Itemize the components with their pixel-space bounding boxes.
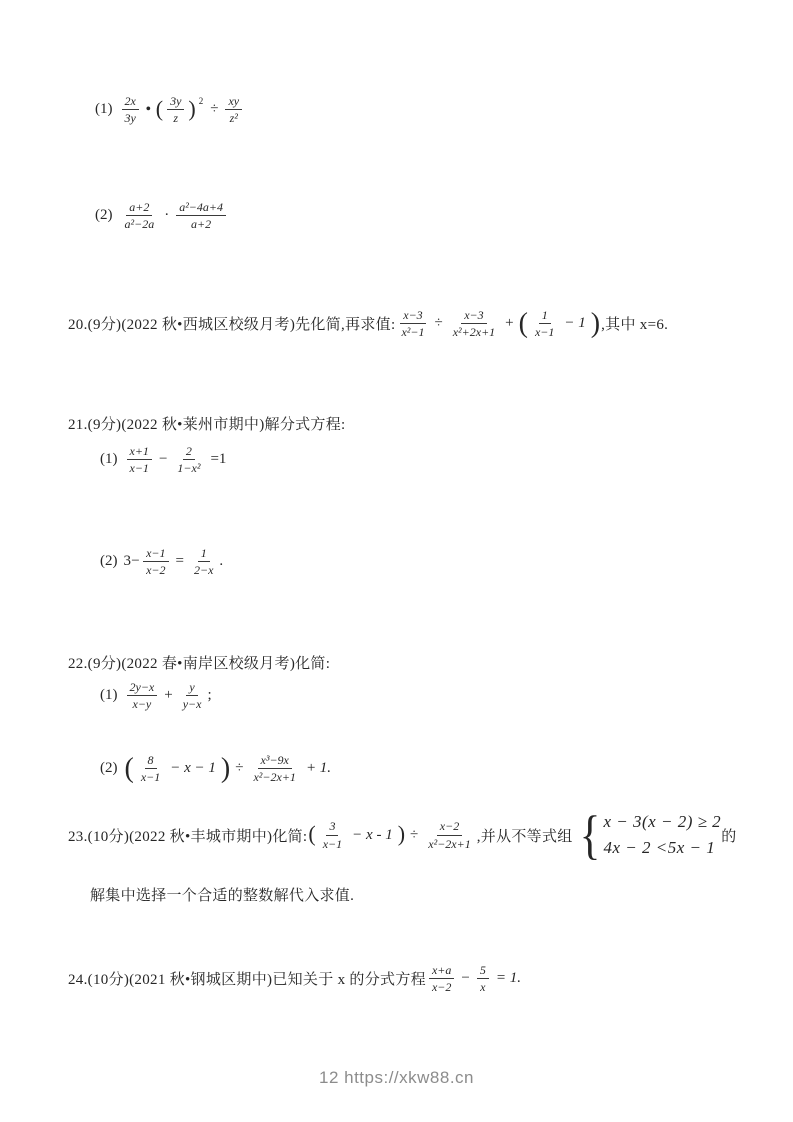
plus-sign: + [505,315,514,332]
fraction-numerator: x+1 [127,444,152,460]
multiply-dot: • [145,101,151,117]
plus-sign: + [164,687,173,704]
fraction-numerator: a²−4a+4 [176,200,226,216]
fraction-numerator: xy [225,94,242,110]
divide-sign: ÷ [235,760,244,777]
problem-20 [68,308,668,340]
problem-22-part1 [100,680,212,712]
fraction-denominator: x−2 [431,980,452,995]
fraction-denominator: 3y [124,111,136,126]
problem-22-header-text: 22.(9分)(2022 春•南岸区校级月考)化简: [68,656,331,672]
minus-sign: − [158,451,168,468]
fraction-denominator: x−2 [146,563,166,578]
three-minus: 3− [123,553,141,570]
fraction [122,200,158,232]
fraction-denominator: 1−x² [177,461,201,476]
right-paren: ) [220,752,231,784]
exponent: 2 [198,95,204,106]
fraction [225,94,242,126]
fraction-denominator: x−1 [129,461,149,476]
fraction-denominator: 2−x [193,563,214,578]
fraction-numerator: 2x [122,94,139,110]
fraction-numerator: 3y [167,94,184,110]
fraction-denominator: x−y [132,697,152,712]
fraction [180,680,205,712]
fraction [450,308,498,340]
problem-24 [68,963,525,995]
fraction-numerator: 2y−x [127,680,158,696]
fraction-denominator: x²−2x+1 [253,770,296,785]
fraction-numerator: 3 [326,819,338,835]
fraction-denominator: y−x [182,697,202,712]
fraction [320,819,345,851]
fraction-numerator: 8 [145,753,157,769]
fraction-numerator: y [186,680,197,696]
page-number-and-url: 12 https://xkw88.cn [318,1068,475,1087]
fraction-denominator: x−1 [322,836,343,851]
inequality-line-1: x − 3(x − 2) ≥ 2 [603,811,722,831]
left-paren: ( [124,752,134,784]
fraction-numerator: 5 [477,963,489,979]
problem-19-part1 [95,94,245,126]
fraction-numerator: 1 [539,308,551,324]
fraction [174,444,203,476]
fraction [176,200,226,232]
problem-23-mid-text: ,并从不等式组 [476,828,573,845]
fraction-numerator: x³−9x [258,753,292,769]
fraction-denominator: z [173,111,179,126]
right-paren: ) [397,821,406,846]
minus-x-minus-one: − x − 1 [170,760,216,777]
fraction-numerator: x−3 [461,308,486,324]
divide-sign: ÷ [434,315,443,332]
inequality-line-2: 4x − 2 <5x − 1 [603,838,716,857]
sub-question-label: (1) [100,687,118,704]
problem-23-tail: 的 [721,828,737,845]
fraction [138,753,163,785]
problem-23-line2 [90,884,354,905]
plus-one: + 1. [305,760,332,777]
problem-23-line2-text: 解集中选择一个合适的整数解代入求值. [90,888,355,904]
right-paren: ) [590,307,601,339]
system-brace: { [579,805,600,865]
equals-one: =1 [210,451,227,468]
fraction-numerator: x−2 [437,819,462,835]
semicolon: ; [207,687,212,704]
fraction-denominator: x²−1 [401,325,425,340]
fraction-denominator: a²−2a [124,217,155,232]
sub-question-label: (2) [95,207,113,224]
fraction [143,546,168,578]
fraction-denominator: x²−2x+1 [428,836,471,851]
problem-24-header: 24.(10分)(2021 秋•钢城区期中)已知关于 x 的分式方程 [68,972,426,989]
fraction [127,444,152,476]
problem-21-part1 [100,444,230,476]
minus-one: − 1 [564,315,586,332]
sub-question-label: (2) [100,760,118,777]
left-paren: ( [308,821,316,846]
fraction-numerator: x−1 [143,546,168,562]
problem-19-part2 [95,200,229,232]
minus-sign: − [461,970,470,987]
left-paren: ( [518,307,528,339]
fraction-denominator: x−1 [140,770,161,785]
fraction [250,753,298,785]
fraction-numerator: a+2 [126,200,152,216]
left-paren: ( [155,95,164,121]
problem-20-header: 20.(9分)(2022 秋•西城区校级月考)先化简,再求值: [68,317,396,334]
minus-x-minus-one: − x - 1 [352,826,393,843]
fraction [127,680,158,712]
equals-sign: = [175,553,184,570]
fraction-numerator: 2 [183,444,195,460]
divide-sign: ÷ [410,826,419,843]
equals-one: = 1. [495,970,521,987]
inequality-system [604,809,722,862]
sub-question-label: (2) [100,553,118,570]
right-paren: ) [188,95,196,121]
fraction [167,94,184,126]
fraction [429,963,454,995]
fraction [532,308,557,340]
fraction-denominator: z² [229,111,238,126]
problem-23 [68,805,737,865]
problem-20-tail: ,其中 x=6. [601,317,669,334]
fraction [398,308,427,340]
problem-21-header [68,413,346,434]
problem-23-header: 23.(10分)(2022 秋•丰城市期中)化简: [68,828,308,845]
divide-sign: ÷ [210,101,219,118]
fraction-denominator: a+2 [191,217,212,232]
problem-21-header-text: 21.(9分)(2022 秋•莱州市期中)解分式方程: [68,417,346,433]
problem-22-header [68,652,330,673]
fraction-numerator: x−3 [400,308,425,324]
fraction-numerator: 1 [198,546,210,562]
fraction-numerator: x+a [429,963,454,979]
page-footer [0,1068,793,1088]
period: . [219,553,224,570]
fraction [477,963,489,995]
sub-question-label: (1) [100,451,118,468]
fraction [425,819,473,851]
fraction [191,546,216,578]
problem-21-part2 [100,546,223,578]
fraction-denominator: x²+2x+1 [452,325,496,340]
problem-22-part2 [100,753,335,785]
sub-question-label: (1) [95,101,113,118]
multiply-dot: · [164,207,170,224]
fraction [122,94,139,126]
fraction-denominator: x [480,980,486,995]
fraction-denominator: x−1 [534,325,555,340]
